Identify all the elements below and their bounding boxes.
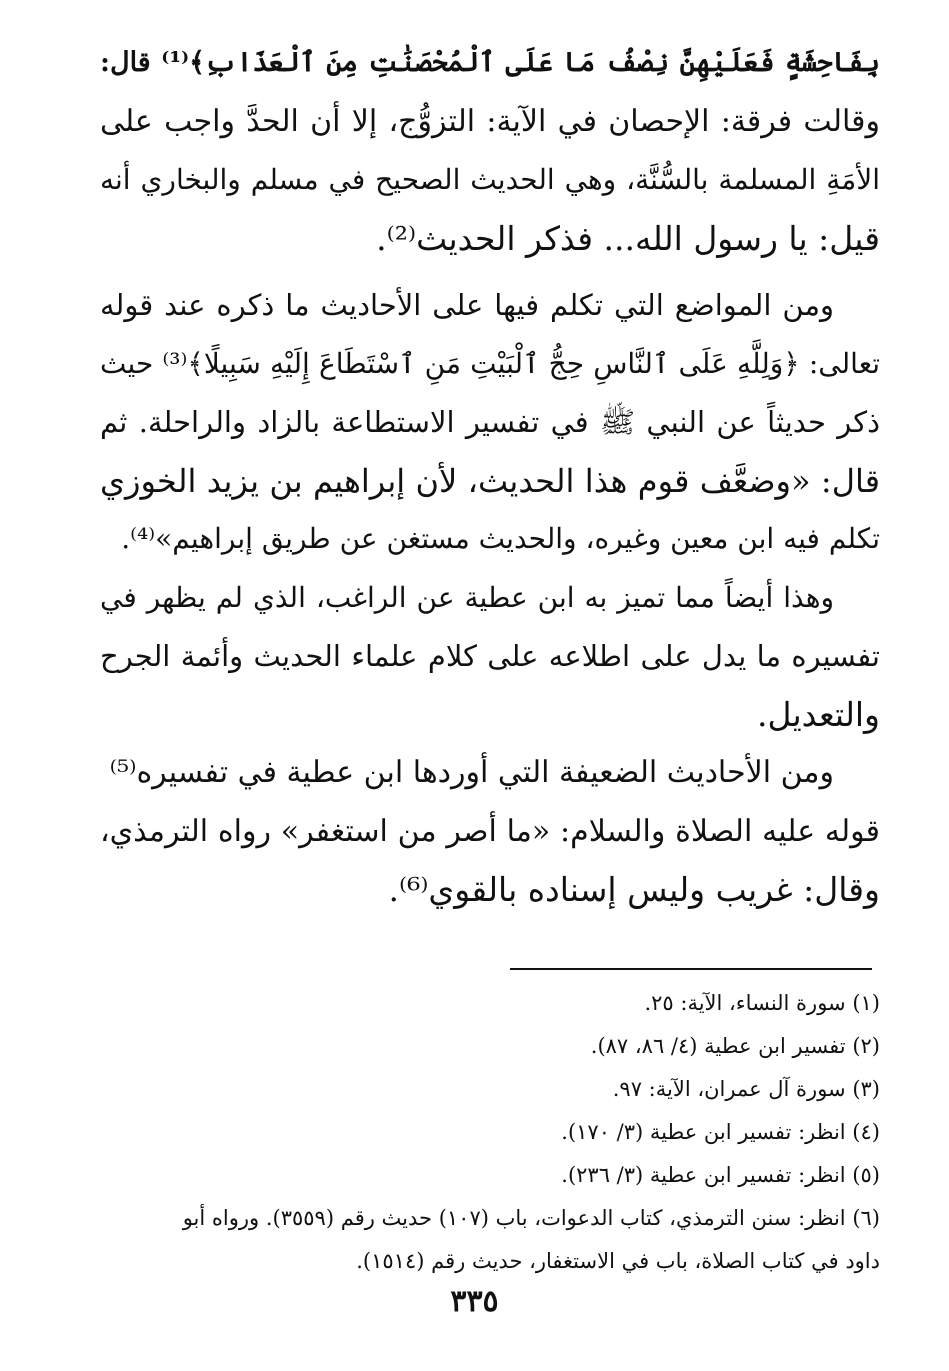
text-line: والتعديل. <box>756 694 880 734</box>
text-line: وقال: غريب وليس إسناده بالقوي⁽⁶⁾. <box>388 870 880 909</box>
text-line: قال: «وضعَّف قوم هذا الحديث، لأن إبراهيم بن يزيد الخوزي <box>100 461 880 500</box>
footnote: (١) سورة النساء، الآية: ٢٥. <box>644 991 880 1015</box>
text-line: وقالت فرقة: الإحصان في الآية: التزوُّج، إلا أن الحدَّ واجب على <box>100 103 880 139</box>
text-line: ومن الأحاديث الضعيفة التي أوردها ابن عطية في تفسيره⁽⁵⁾ <box>109 755 834 790</box>
footnote: (٣) سورة آل عمران، الآية: ٩٧. <box>612 1077 880 1101</box>
footnote: (٢) تفسير ابن عطية (٤/ ٨٦، ٨٧). <box>590 1034 880 1058</box>
footnote-divider <box>510 968 872 970</box>
footnote: (٥) انظر: تفسير ابن عطية (٣/ ٢٣٦). <box>561 1163 880 1187</box>
text-line: قيل: يا رسول الله... فذكر الحديث⁽²⁾. <box>376 218 880 258</box>
footnotes <box>100 982 880 1283</box>
text-line: بِفَاحِشَةٍ فَعَلَيْهِنَّ نِصْفُ مَا عَلَى ٱلْمُحْصَنَٰتِ مِنَ ٱلْعَذَابِ﴾⁽¹⁾ قال: <box>100 47 880 78</box>
text-line: قوله عليه الصلاة والسلام: «ما أصر من استغفر» رواه الترمذي، <box>100 813 880 849</box>
footnote: (٦) انظر: سنن الترمذي، كتاب الدعوات، باب (١٠٧) حديث رقم (٣٥٥٩). ورواه أبو <box>182 1206 880 1230</box>
text-line: تفسيره ما يدل على اطلاعه على كلام علماء الحديث وأئمة الجرح <box>100 639 880 673</box>
text-line: الأمَةِ المسلمة بالسُّنَّة، وهي الحديث الصحيح في مسلم والبخاري أنه <box>100 163 880 196</box>
text-line: تعالى: ﴿وَلِلَّهِ عَلَى ٱلنَّاسِ حِجُّ ٱلْبَيْتِ مَنِ ٱسْتَطَاعَ إِلَيْهِ سَبِيلًا﴾⁽³⁾ حيث <box>100 346 880 380</box>
main-text <box>100 34 880 920</box>
page-number: ٣٣٥ <box>450 1284 499 1319</box>
text-line: تكلم فيه ابن معين وغيره، والحديث مستغن عن طريق إبراهيم»⁽⁴⁾. <box>121 522 880 555</box>
footnote-continuation: داود في كتاب الصلاة، باب في الاستغفار، حديث رقم (١٥١٤). <box>356 1249 880 1273</box>
footnote: (٤) انظر: تفسير ابن عطية (٣/ ١٧٠). <box>561 1120 880 1144</box>
text-line: ذكر حديثاً عن النبي ﷺ في تفسير الاستطاعة بالزاد والراحلة. ثم <box>100 405 880 439</box>
text-line: ومن المواضع التي تكلم فيها على الأحاديث ما ذكره عند قوله <box>100 288 834 322</box>
text-line: وهذا أيضاً مما تميز به ابن عطية عن الراغب، الذي لم يظهر في <box>100 580 834 614</box>
